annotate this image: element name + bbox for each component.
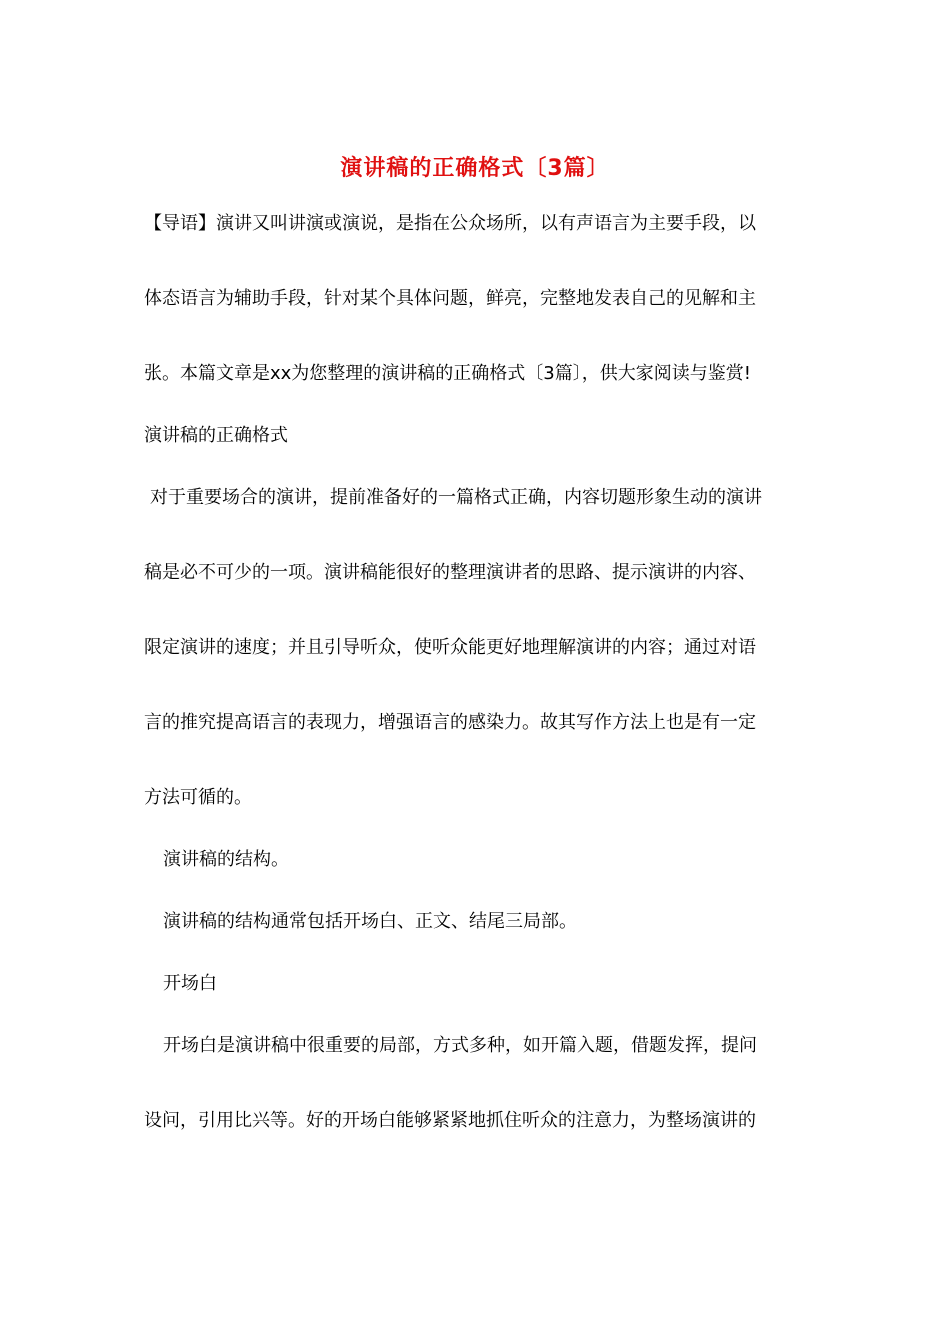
document-title: 演讲稿的正确格式〔3篇〕	[340, 156, 610, 181]
intro-line-2: 体态语言为辅助手段，针对某个具体问题，鲜亮，完整地发表自己的见解和主	[144, 288, 756, 309]
body-line-5: 方法可循的。	[144, 787, 252, 808]
intro-line-1: 【导语】演讲又叫讲演或演说，是指在公众场所，以有声语言为主要手段，以	[144, 213, 756, 234]
structure-line: 演讲稿的结构通常包括开场白、正文、结尾三局部。	[163, 911, 577, 932]
intro-line-3: 张。本篇文章是xx为您整理的演讲稿的正确格式〔3篇〕，供大家阅读与鉴赏!	[144, 363, 751, 384]
opening-heading: 开场白	[163, 973, 217, 994]
body-line-4: 言的推究提高语言的表现力，增强语言的感染力。故其写作方法上也是有一定	[144, 712, 756, 733]
body-line-1: 对于重要场合的演讲，提前准备好的一篇格式正确，内容切题形象生动的演讲	[150, 487, 762, 508]
opening-line-1: 开场白是演讲稿中很重要的局部，方式多种，如开篇入题，借题发挥，提问	[163, 1035, 757, 1056]
body-line-2: 稿是必不可少的一项。演讲稿能很好的整理演讲者的思路、提示演讲的内容、	[144, 562, 756, 583]
body-line-3: 限定演讲的速度；并且引导听众，使听众能更好地理解演讲的内容；通过对语	[144, 637, 756, 658]
section-heading: 演讲稿的正确格式	[144, 425, 288, 446]
opening-line-2: 设问，引用比兴等。好的开场白能够紧紧地抓住听众的注意力，为整场演讲的	[144, 1110, 756, 1131]
structure-heading: 演讲稿的结构。	[163, 849, 289, 870]
